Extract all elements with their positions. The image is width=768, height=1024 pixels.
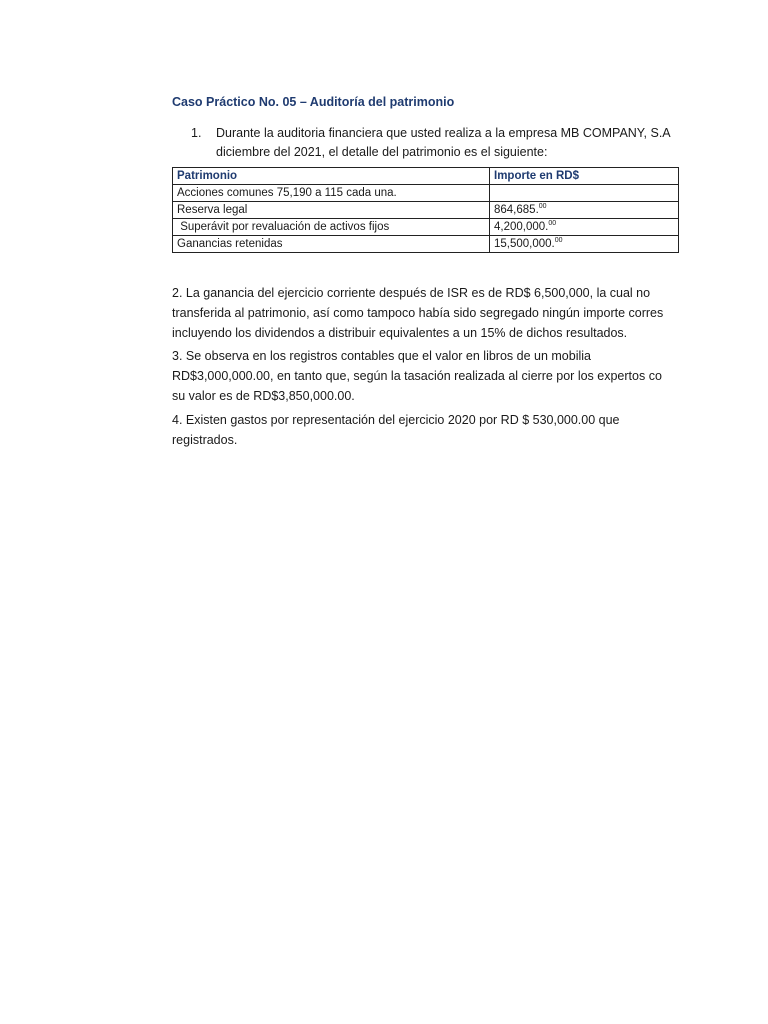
- item-2-line-2: transferida al patrimonio, así como tampoco había sido segregado ningún importe corres: [172, 306, 664, 320]
- table-cell-amount: [490, 236, 679, 253]
- item-4-line-2: registrados.: [172, 433, 238, 447]
- amount-cents: 00: [538, 203, 547, 210]
- amount-value: 4,200,000.: [494, 221, 549, 233]
- item-3-line-1: 3. Se observa en los registros contables que el valor en libros de un mobilia: [172, 349, 591, 363]
- table-row: [173, 202, 679, 219]
- item-1-line-1: Durante la auditoria financiera que usted realiza a la empresa MB COMPANY, S.A: [216, 126, 671, 140]
- item-2-line-1: 2. La ganancia del ejercicio corriente después de ISR es de RD$ 6,500,000, la cual no: [172, 286, 651, 300]
- table-header-patrimonio: Patrimonio: [173, 168, 490, 185]
- table-cell-label: Superávit por revaluación de activos fijos: [173, 219, 490, 236]
- table-cell-amount: [490, 202, 679, 219]
- document-title: Caso Práctico No. 05 – Auditoría del patrimonio: [172, 95, 455, 109]
- amount-cents: 00: [548, 220, 557, 227]
- item-4-line-1: 4. Existen gastos por representación del ejercicio 2020 por RD $ 530,000.00 que: [172, 413, 620, 427]
- table-row: [173, 219, 679, 236]
- amount-value: 864,685.: [494, 204, 539, 216]
- table-cell-amount: [490, 219, 679, 236]
- item-1-number: 1.: [191, 126, 202, 140]
- table-row: [173, 236, 679, 253]
- item-1-line-2: diciembre del 2021, el detalle del patrimonio es el siguiente:: [216, 145, 548, 159]
- patrimonio-table: [172, 167, 679, 253]
- table-cell-amount: [490, 185, 679, 202]
- table-row: [173, 185, 679, 202]
- table-header-row: [173, 168, 679, 185]
- table-cell-label: Ganancias retenidas: [173, 236, 490, 253]
- item-2-line-3: incluyendo los dividendos a distribuir equivalentes a un 15% de dichos resultados.: [172, 326, 628, 340]
- amount-cents: 00: [554, 237, 563, 244]
- item-1-text: [216, 124, 671, 162]
- table-cell-label: Reserva legal: [173, 202, 490, 219]
- amount-value: 15,500,000.: [494, 238, 555, 250]
- item-3-line-3: su valor es de RD$3,850,000.00.: [172, 389, 355, 403]
- item-3-line-2: RD$3,000,000.00, en tanto que, según la tasación realizada al cierre por los expertos co: [172, 369, 662, 383]
- table-cell-label: Acciones comunes 75,190 a 115 cada una.: [173, 185, 490, 202]
- table-header-importe: Importe en RD$: [490, 168, 679, 185]
- item-2-paragraph: [172, 283, 663, 343]
- item-3-paragraph: [172, 346, 662, 406]
- item-4-paragraph: [172, 410, 620, 450]
